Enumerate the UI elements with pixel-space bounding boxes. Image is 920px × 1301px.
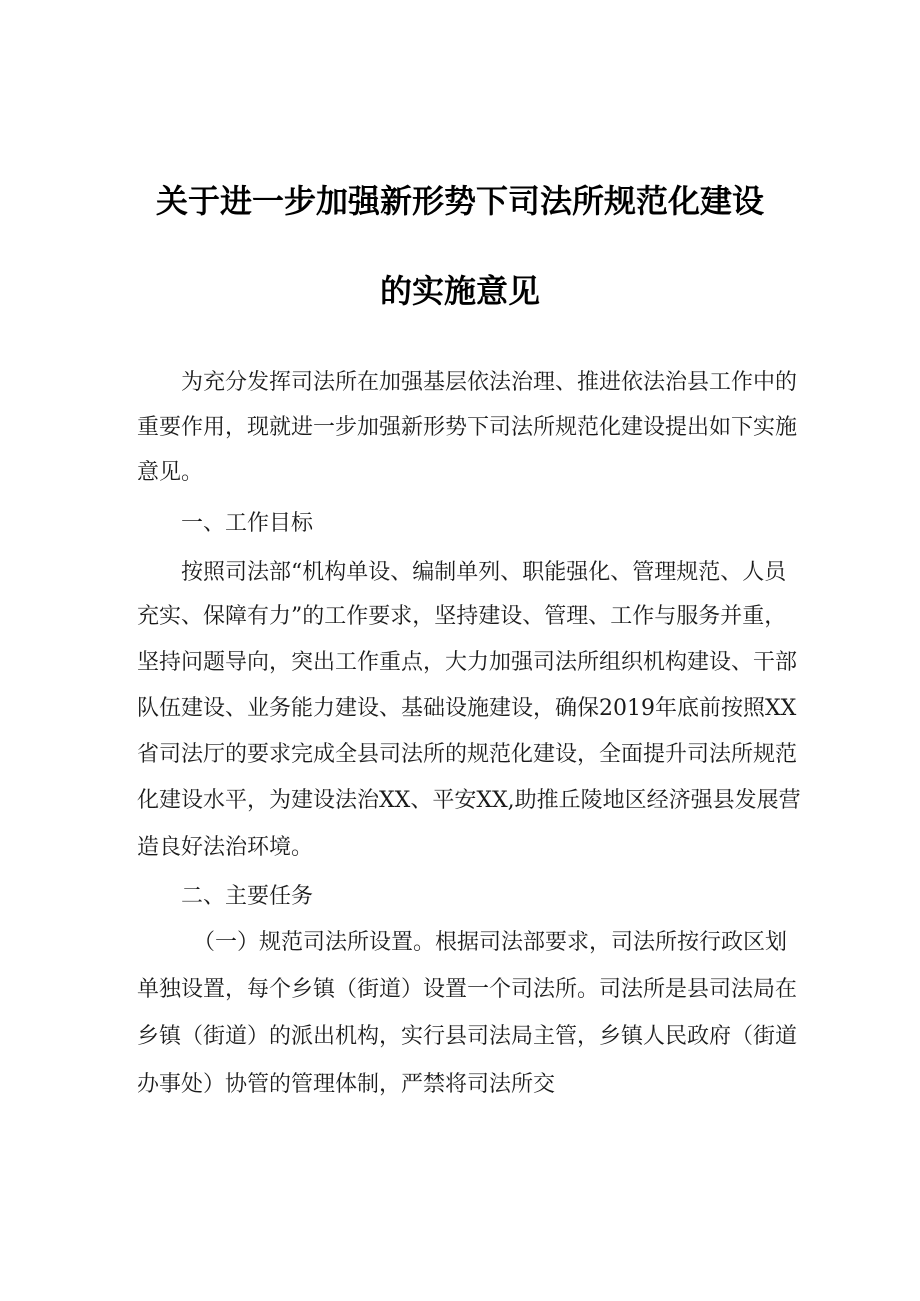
paragraph-line: 为充分发挥司法所在加强基层依法治理、推进依法治县工作中的: [181, 370, 798, 395]
paragraph-line: 造良好法治环境。: [137, 835, 314, 860]
paragraph-line: 单独设置，每个乡镇（街道）设置一个司法所。司法所是县司法局在: [137, 977, 798, 1002]
section-heading-tasks: 二、主要任务: [181, 884, 314, 909]
paragraph-line: 按照司法部“机构单设、编制单列、职能强化、管理规范、人员: [181, 560, 787, 585]
paragraph-line: 队伍建设、业务能力建设、基础设施建设，确保2019年底前按照XX: [137, 696, 797, 721]
document-title-line-1: 关于进一步加强新形势下司法所规范化建设: [155, 182, 764, 220]
paragraph-line: 充实、保障有力”的工作要求，坚持建设、管理、工作与服务并重，: [137, 604, 787, 629]
paragraph-line: （一）规范司法所设置。根据司法部要求，司法所按行政区划: [193, 930, 788, 955]
paragraph-line: 办事处）协管的管理体制，严禁将司法所交: [137, 1072, 556, 1097]
paragraph-line: 省司法厅的要求完成全县司法所的规范化建设，全面提升司法所规范: [137, 742, 798, 767]
paragraph-line: 乡镇（街道）的派出机构，实行县司法局主管，乡镇人民政府（街道: [137, 1024, 798, 1049]
section-heading-goals: 一、工作目标: [181, 511, 314, 536]
document-title-line-2: 的实施意见: [379, 272, 540, 310]
paragraph-line: 意见。: [137, 460, 204, 485]
paragraph-line: 重要作用，现就进一步加强新形势下司法所规范化建设提出如下实施: [137, 415, 798, 440]
paragraph-line: 化建设水平，为建设法治XX、平安XX,助推丘陵地区经济强县发展营: [137, 788, 801, 813]
paragraph-line: 坚持问题导向，突出工作重点，大力加强司法所组织机构建设、干部: [137, 650, 798, 675]
